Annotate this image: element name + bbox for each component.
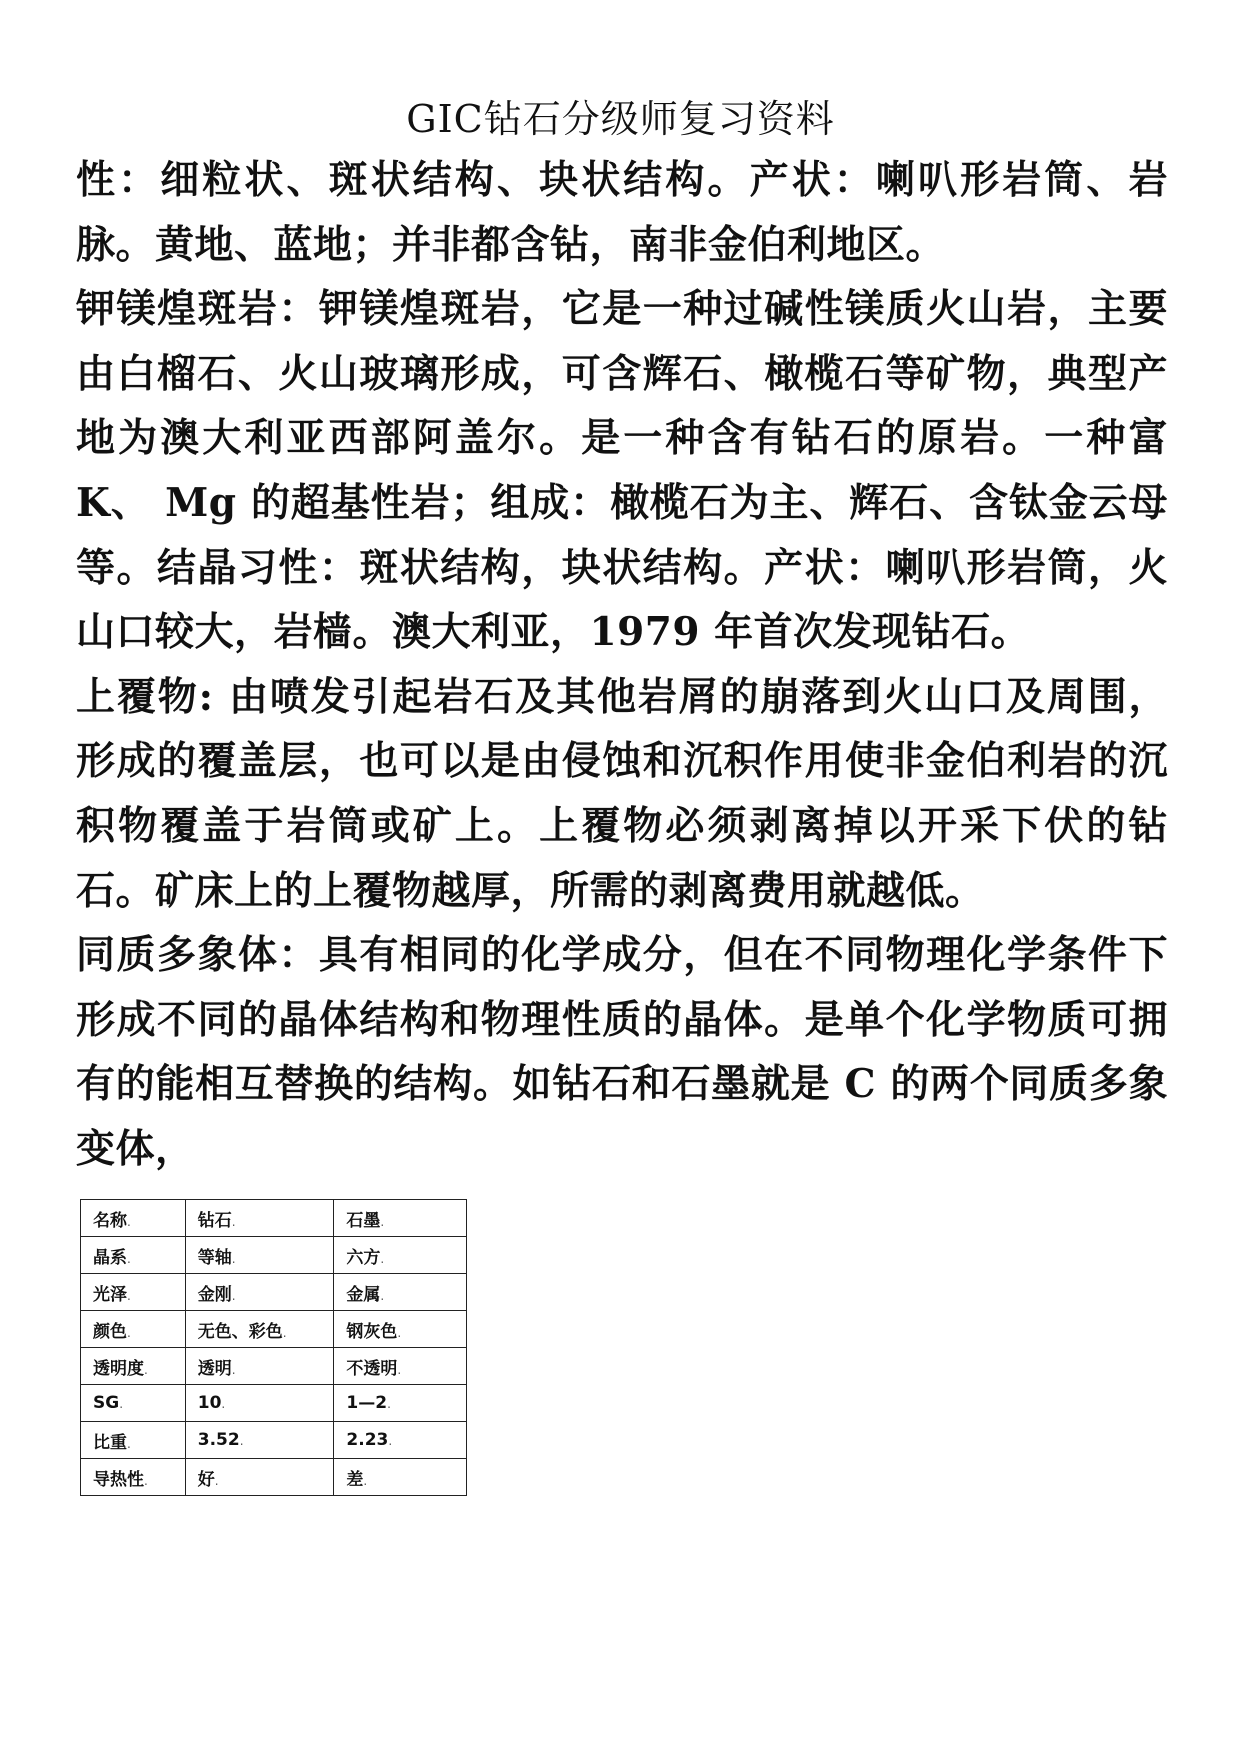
table-cell <box>81 1422 186 1459</box>
table-cell-text: 六方 <box>346 1247 381 1268</box>
table-cell <box>334 1200 467 1237</box>
table-cell-text: 1—2 <box>346 1393 388 1413</box>
document-body <box>76 148 1168 1182</box>
table-cell <box>81 1348 186 1385</box>
table-row <box>81 1200 467 1237</box>
table-cell <box>185 1200 334 1237</box>
cell-end-marker: . <box>282 1325 287 1340</box>
table-row <box>81 1237 467 1274</box>
paragraph-overburden: 上覆物: 由喷发引起岩石及其他岩屑的崩落到火山口及周围，形成的覆盖层，也可以是由侵蚀和沉积作用使非金伯利岩的沉积物覆盖于岩筒或矿上。上覆物必须剥离掉以开采下伏的钻石。矿床上的上覆物越厚，所需的剥离费用就越低。 <box>76 673 1168 914</box>
table-cell-text: 颜色 <box>93 1321 127 1342</box>
table-cell-text: 钢灰色 <box>346 1321 398 1342</box>
cell-end-marker: . <box>214 1473 219 1488</box>
cell-end-marker: . <box>239 1434 244 1448</box>
paragraph-polymorph: 同质多象体：具有相同的化学成分，但在不同物理化学条件下形成不同的晶体结构和物理性质的晶体。是单个化学物质可拥有的能相互替换的结构。如钻石和石墨就是 C 的两个同质多象变体， <box>76 932 1168 1172</box>
table-cell <box>334 1348 467 1385</box>
table-cell-text: 名称 <box>93 1210 127 1231</box>
table-cell <box>81 1311 186 1348</box>
table-cell <box>81 1385 186 1422</box>
cell-end-marker: . <box>388 1434 393 1448</box>
table-row <box>81 1385 467 1422</box>
table-cell-text: 光泽 <box>93 1284 127 1305</box>
table-cell <box>81 1237 186 1274</box>
table-cell <box>185 1385 334 1422</box>
cell-end-marker: . <box>397 1362 402 1377</box>
table-cell-text: 比重 <box>93 1432 127 1453</box>
table-row <box>81 1311 467 1348</box>
cell-end-marker: . <box>231 1214 236 1229</box>
table-cell-text: 10 <box>197 1393 222 1413</box>
table-cell <box>334 1274 467 1311</box>
table-cell <box>334 1311 467 1348</box>
cell-end-marker: . <box>380 1251 385 1266</box>
cell-end-marker: . <box>231 1362 236 1377</box>
table-cell <box>81 1459 186 1496</box>
cell-end-marker: . <box>363 1473 368 1488</box>
cell-end-marker: . <box>144 1362 148 1377</box>
table-cell <box>81 1200 186 1237</box>
cell-end-marker: . <box>127 1251 131 1266</box>
cell-end-marker: . <box>380 1288 385 1303</box>
table-cell-text: 金刚 <box>197 1284 232 1305</box>
table-cell <box>185 1459 334 1496</box>
document-title: GIC钻石分级师复习资料 <box>406 97 835 141</box>
cell-end-marker: . <box>127 1325 131 1340</box>
paragraph-lamproite: 钾镁煌斑岩：钾镁煌斑岩，它是一种过碱性镁质火山岩，主要由白榴石、火山玻璃形成，可含辉石、橄榄石等矿物，典型产地为澳大利亚西部阿盖尔。是一种含有钻石的原岩。一种富 K、 Mg 的超基性岩；组成：橄榄石为主、辉石、含钛金云母等。结晶习性：斑状结构，块状结构。产状：喇叭形岩筒，火山口较大，岩樯。澳大利亚，1979 年首次发现钻石。 <box>76 286 1168 656</box>
paragraph-kimberlite-structure: 性：细粒状、斑状结构、块状结构。产状：喇叭形岩筒、岩脉。黄地、蓝地；并非都含钻，南非金伯利地区。 <box>76 157 1168 268</box>
table-cell <box>185 1237 334 1274</box>
table-cell <box>185 1311 334 1348</box>
diamond-graphite-comparison-table <box>80 1199 467 1496</box>
table-cell <box>185 1422 334 1459</box>
cell-end-marker: . <box>144 1473 148 1488</box>
table-cell-text: 透明 <box>197 1358 232 1379</box>
cell-end-marker: . <box>127 1436 131 1451</box>
table-cell-text: 导热性 <box>93 1469 144 1490</box>
table-cell-text: 透明度 <box>93 1358 144 1379</box>
table-cell-text: 3.52 <box>197 1430 240 1450</box>
cell-end-marker: . <box>231 1288 236 1303</box>
table-cell-text: 石墨 <box>346 1210 381 1231</box>
cell-end-marker: . <box>231 1251 236 1266</box>
table-cell-text: 不透明 <box>346 1358 398 1379</box>
table-cell-text: 等轴 <box>197 1247 232 1268</box>
table-cell <box>185 1274 334 1311</box>
table-row <box>81 1422 467 1459</box>
table-cell-text: 晶系 <box>93 1247 127 1268</box>
table-row <box>81 1459 467 1496</box>
table-cell-text: 金属 <box>346 1284 381 1305</box>
table-cell <box>334 1385 467 1422</box>
table-cell-text: SG <box>93 1393 120 1413</box>
cell-end-marker: . <box>119 1397 124 1411</box>
table-row <box>81 1274 467 1311</box>
cell-end-marker: . <box>127 1214 131 1229</box>
table-cell-text: 2.23 <box>346 1430 389 1450</box>
cell-end-marker: . <box>387 1397 391 1411</box>
table-cell <box>185 1348 334 1385</box>
table-cell-text: 无色、彩色 <box>197 1321 283 1342</box>
cell-end-marker: . <box>397 1325 402 1340</box>
cell-end-marker: . <box>221 1397 226 1411</box>
table-cell <box>334 1459 467 1496</box>
cell-end-marker: . <box>380 1214 385 1229</box>
cell-end-marker: . <box>127 1288 131 1303</box>
table-cell-text: 钻石 <box>197 1210 232 1231</box>
table-row <box>81 1348 467 1385</box>
table-cell <box>81 1274 186 1311</box>
table-cell <box>334 1237 467 1274</box>
table-cell-text: 好 <box>197 1469 215 1490</box>
table-cell-text: 差 <box>346 1469 364 1490</box>
table-cell <box>334 1422 467 1459</box>
